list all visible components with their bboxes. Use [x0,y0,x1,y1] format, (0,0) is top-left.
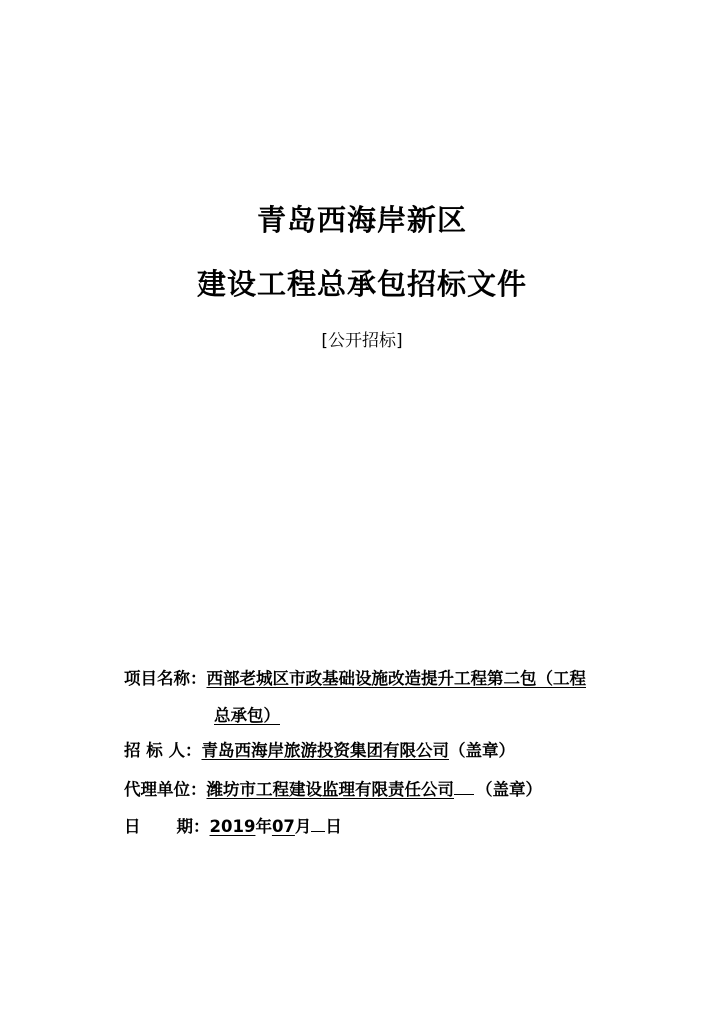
tenderer-value: 青岛西海岸旅游投资集团有限公司 [201,741,449,760]
agent-seal-note: （盖章） [476,780,542,799]
date-month: 07 [271,817,295,836]
document-title-line2: 建设工程总承包招标文件 [196,267,527,301]
agent-value: 潍坊市工程建设监理有限责任公司 [206,780,454,799]
project-name-row-continued [214,704,724,728]
project-name-value-line1: 西部老城区市政基础设施改造提升工程第二包（工程 [206,669,586,688]
document-title-line1: 青岛西海岸新区 [256,203,467,237]
tenderer-label: 招 标 人： [124,741,202,760]
date-label-char1: 日 [124,817,141,836]
date-day-blank [311,813,325,832]
tenderer-row [124,739,684,763]
agent-underline-blank [454,776,474,795]
project-name-label: 项目名称： [124,669,207,688]
date-month-unit: 月 [294,817,312,836]
date-label-char2: 期： [176,817,210,836]
date-row [124,813,684,839]
tender-type-subtitle: [公开招标] [321,331,403,351]
project-name-value-line2: 总承包） [214,706,280,725]
date-day-unit: 日 [325,817,342,836]
date-year-unit: 年 [255,817,272,836]
date-year: 2019 [209,817,256,836]
project-name-row [124,667,684,691]
agent-row [124,776,684,802]
tenderer-seal-note: （盖章） [449,741,515,760]
agent-label: 代理单位： [124,780,207,799]
